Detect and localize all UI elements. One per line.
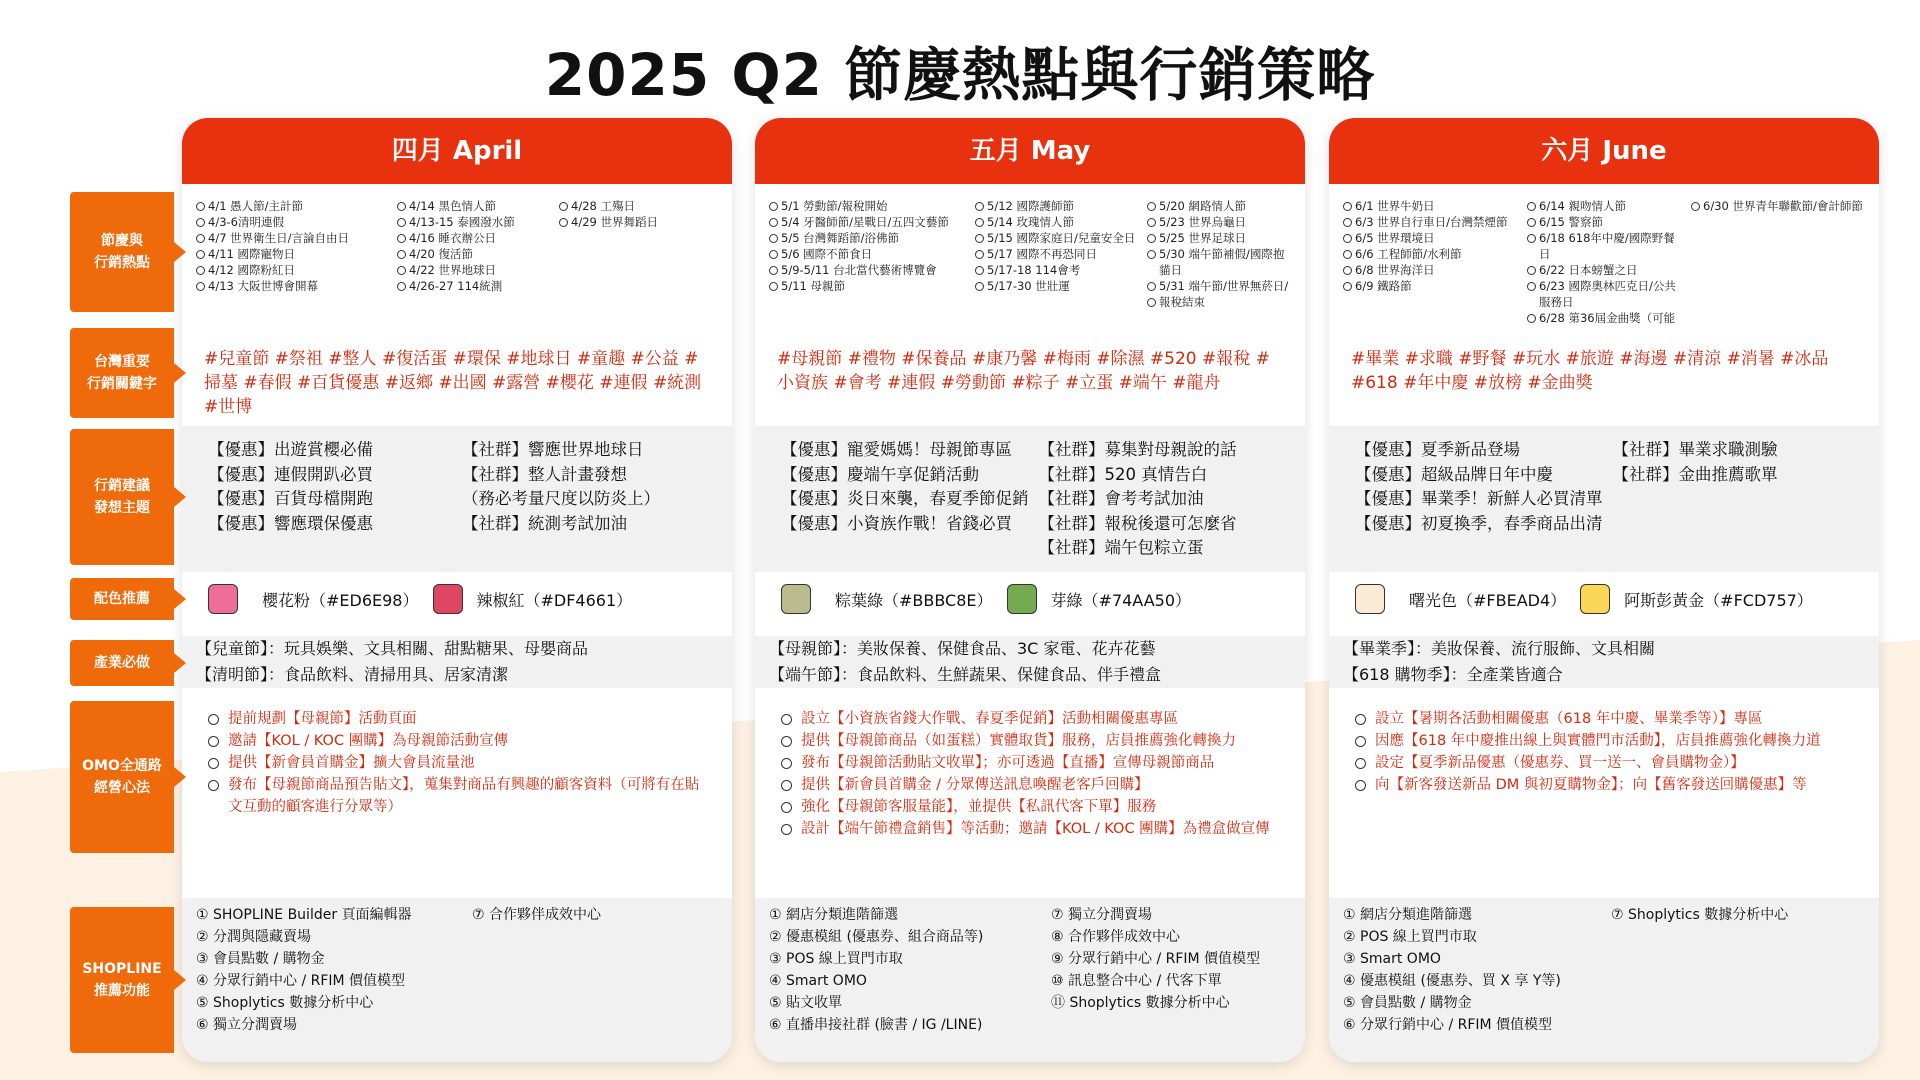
- theme-item: 【社群】響應世界地球日: [462, 440, 644, 459]
- holiday-item: 6/3 世界自行車日/台灣禁煙節: [1343, 214, 1521, 230]
- feature-item: ⑥ 直播串接社群 (臉書 / IG /LINE): [769, 1017, 983, 1033]
- theme-item: 【社群】金曲推薦歌單: [1612, 464, 1778, 484]
- holiday-item: 5/17 國際不再恐同日: [975, 246, 1141, 262]
- label-themes: 行銷建議 發想主題: [70, 429, 174, 565]
- features-list: [1611, 904, 1865, 1036]
- holiday-item: 4/3-6清明連假: [196, 214, 391, 230]
- color-swatch-row: [1343, 581, 1865, 617]
- features-list: [1051, 904, 1291, 1036]
- omo-item: 發布【母親節商品預告貼文】，蒐集對商品有興趣的顧客資料（可將有在貼文互動的顧客進行分眾等）: [206, 774, 708, 818]
- color-label: 芽綠（#74AA50）: [1050, 590, 1191, 610]
- section-features: [769, 904, 1291, 1036]
- feature-item: ⑦ 獨立分潤賣場: [1051, 907, 1153, 923]
- omo-item: 提供【新會員首購金】擴大會員流量池: [206, 752, 708, 774]
- feature-item: ⑤ 貼文收單: [769, 995, 843, 1011]
- feature-item: ① 網店分類進階篩選: [1343, 907, 1473, 923]
- holiday-list: [769, 198, 969, 310]
- holiday-item: 4/28 工殤日: [559, 198, 718, 214]
- holiday-list: [559, 198, 718, 294]
- holiday-item: 6/30 世界青年聯歡節/會計師節: [1691, 198, 1865, 214]
- holiday-item: 6/1 世界牛奶日: [1343, 198, 1521, 214]
- holiday-grid: [1343, 198, 1865, 342]
- holiday-item: 4/13 大阪世博會開幕: [196, 278, 391, 294]
- feature-item: ⑧ 合作夥伴成效中心: [1051, 929, 1181, 945]
- holiday-item: 6/23 國際奧林匹克日/公共服務日: [1527, 278, 1685, 310]
- omo-item: 提供【母親節商品（如蛋糕）實體取貨】服務，店員推薦強化轉換力: [779, 730, 1281, 752]
- theme-item: 【社群】520 真情告白: [1038, 464, 1208, 484]
- section-omo: [1343, 708, 1865, 796]
- theme-item: 【社群】募集對母親說的話: [1038, 440, 1237, 459]
- features-list: [1343, 904, 1605, 1036]
- holiday-item: 6/28 第36屆金曲獎（可能: [1527, 310, 1685, 342]
- features-grid: [196, 904, 718, 1036]
- holiday-item: 6/18 618年中慶/國際野餐日: [1527, 230, 1685, 262]
- holiday-grid: [196, 198, 718, 294]
- keywords-text: #母親節 #禮物 #保養品 #康乃馨 #梅雨 #除濕 #520 #報稅 #小資族 #會考 #連假 #勞動節 #粽子 #立蛋 #端午 #龍舟: [777, 349, 1270, 393]
- section-omo: [196, 708, 718, 818]
- month-column-june: [1329, 118, 1879, 1062]
- theme-item: 【優惠】小資族作戰！省錢必買: [781, 513, 1012, 533]
- color-swatch-row: [769, 581, 1291, 617]
- holiday-item: 4/11 國際寵物日: [196, 246, 391, 262]
- holiday-list: [1147, 198, 1291, 310]
- color-swatch: [781, 584, 811, 614]
- features-grid: [769, 904, 1291, 1036]
- holiday-item: 5/15 國際家庭日/兒童安全日: [975, 230, 1141, 246]
- feature-item: ⑦ Shoplytics 數據分析中心: [1611, 907, 1789, 923]
- omo-item: 因應【618 年中慶推出線上與實體門市活動】，店員推薦強化轉換力道: [1353, 730, 1855, 752]
- holiday-list: [196, 198, 391, 294]
- section-colors: [196, 581, 718, 617]
- themes-list: [1355, 438, 1603, 536]
- feature-item: ① SHOPLINE Builder 頁面編輯器: [196, 907, 412, 923]
- feature-item: ⑤ 會員點數 / 購物金: [1343, 995, 1472, 1011]
- label-omo: OMO全通路 經營心法: [70, 701, 174, 853]
- feature-item: ④ Smart OMO: [769, 973, 867, 989]
- themes-list: [1039, 438, 1280, 561]
- feature-item: ⑦ 合作夥伴成效中心: [472, 907, 602, 923]
- omo-list: [769, 708, 1291, 840]
- theme-item: 【優惠】超級品牌日年中慶: [1355, 464, 1553, 484]
- theme-item: 【優惠】百貨母檔開跑: [208, 489, 373, 508]
- section-industry: [769, 636, 1291, 688]
- feature-item: ④ 分眾行銷中心 / RFIM 價值模型: [196, 973, 406, 989]
- holiday-item: 4/16 睡衣辦公日: [397, 230, 553, 246]
- omo-list: [196, 708, 718, 818]
- color-label: 櫻花粉（#ED6E98）: [262, 590, 419, 610]
- section-industry: [1343, 636, 1865, 688]
- section-features: [1343, 904, 1865, 1036]
- holiday-item: 5/9-5/11 台北當代藝術博覽會: [769, 262, 969, 278]
- section-holidays: [769, 198, 1291, 310]
- holiday-item: 4/7 世界衛生日/言論自由日: [196, 230, 391, 246]
- holiday-item: 5/31 端午節/世界無菸日/: [1147, 278, 1291, 294]
- holiday-item: 5/1 勞動節/報稅開始: [769, 198, 969, 214]
- holiday-item: 5/30 端午節補假/國際抱貓日: [1147, 246, 1291, 278]
- theme-item: 【優惠】出遊賞櫻必備: [208, 440, 373, 459]
- color-label: 粽葉綠（#BBBC8E）: [835, 590, 993, 610]
- holiday-list: [397, 198, 553, 294]
- omo-item: 提前規劃【母親節】活動頁面: [206, 708, 708, 730]
- theme-item: 【社群】整人計畫發想: [462, 464, 627, 484]
- label-keywords: 台灣重要 行銷關鍵字: [70, 328, 174, 418]
- industry-item: 【畢業季】：美妝保養、流行服飾、文具相關: [1343, 639, 1656, 658]
- industry-item: 【兒童節】：玩具娛樂、文具相關、甜點糖果、母嬰商品: [196, 639, 589, 658]
- holiday-item: 6/9 鐵路節: [1343, 278, 1521, 294]
- theme-item: 【社群】會考考試加油: [1038, 489, 1204, 508]
- holiday-item: 6/15 警察節: [1527, 214, 1685, 230]
- section-holidays: [1343, 198, 1865, 342]
- theme-item: 【優惠】慶端午享促銷活動: [781, 464, 979, 484]
- theme-item: 【社群】報稅後還可怎麼省: [1038, 513, 1237, 533]
- omo-item: 提供【新會員首購金 / 分眾傳送訊息喚醒老客戶回購】: [779, 774, 1281, 796]
- industry-item: 【清明節】：食品飲料、清掃用具、居家清潔: [196, 665, 509, 684]
- features-list: [472, 904, 718, 1036]
- holiday-item: 5/25 世界足球日: [1147, 230, 1291, 246]
- holiday-item: 5/11 母親節: [769, 278, 969, 294]
- label-colors: 配色推薦: [70, 578, 174, 620]
- feature-item: ① 網店分類進階篩選: [769, 907, 899, 923]
- color-label: 阿斯彭黃金（#FCD757）: [1624, 590, 1813, 610]
- section-themes: [196, 438, 718, 536]
- feature-item: ⑪ Shoplytics 數據分析中心: [1051, 995, 1230, 1011]
- omo-item: 向【新客發送新品 DM 與初夏購物金】；向【舊客發送回購優惠】等: [1353, 774, 1855, 796]
- label-features: SHOPLINE 推薦功能: [70, 907, 174, 1053]
- holiday-item: 6/6 工程師節/水利節: [1343, 246, 1521, 262]
- industry-item: 【母親節】：美妝保養、保健食品、3C 家電、花卉花藝: [769, 639, 1156, 658]
- holiday-item: 4/1 愚人節/主計節: [196, 198, 391, 214]
- holiday-item: 4/29 世界舞蹈日: [559, 214, 718, 230]
- month-header: 四月 April: [182, 118, 732, 184]
- theme-item: 【社群】端午包粽立蛋: [1038, 538, 1204, 557]
- feature-item: ② 優惠模組 (優惠券、組合商品等): [769, 929, 984, 945]
- label-holidays: 節慶與 行銷熱點: [70, 192, 174, 312]
- holiday-grid: [769, 198, 1291, 310]
- keywords-text: #兒童節 #祭祖 #整人 #復活蛋 #環保 #地球日 #童趣 #公益 #掃墓 #春假 #百貨優惠 #返鄉 #出國 #露營 #櫻花 #連假 #統測 #世博: [204, 349, 702, 417]
- omo-item: 設定【夏季新品優惠（優惠券、買一送一、會員購物金）】: [1353, 752, 1855, 774]
- themes-grid: [1343, 438, 1865, 536]
- themes-grid: [769, 438, 1291, 561]
- themes-grid: [196, 438, 718, 536]
- theme-item: 【社群】統測考試加油: [462, 513, 627, 533]
- features-grid: [1343, 904, 1865, 1036]
- month-header: 五月 May: [755, 118, 1305, 184]
- holiday-item: 5/6 國際不節食日: [769, 246, 969, 262]
- month-header: 六月 June: [1329, 118, 1879, 184]
- omo-item: 強化【母親節客服量能】，並提供【私訊代客下單】服務: [779, 796, 1281, 818]
- theme-item: 【優惠】畢業季！新鮮人必買清單: [1355, 489, 1603, 508]
- color-swatch: [1580, 584, 1610, 614]
- keywords-text: #畢業 #求職 #野餐 #玩水 #旅遊 #海邊 #清涼 #消暑 #冰品 #618 #年中慶 #放榜 #金曲獎: [1351, 349, 1829, 393]
- feature-item: ⑩ 訊息整合中心 / 代客下單: [1051, 973, 1222, 989]
- holiday-item: 4/20 復活節: [397, 246, 553, 262]
- feature-item: ③ 會員點數 / 購物金: [196, 951, 325, 967]
- holiday-item: 4/14 黑色情人節: [397, 198, 553, 214]
- section-holidays: [196, 198, 718, 294]
- omo-item: 邀請【KOL / KOC 團購】為母親節活動宣傳: [206, 730, 708, 752]
- themes-list: [1613, 438, 1854, 536]
- holiday-item: 5/5 台灣舞蹈節/浴佛節: [769, 230, 969, 246]
- theme-item: 【優惠】連假開趴必買: [208, 464, 373, 484]
- page-title: 2025 Q2 節慶熱點與行銷策略: [544, 41, 1376, 109]
- holiday-item: 報稅結束: [1147, 294, 1291, 310]
- features-list: [769, 904, 1045, 1036]
- section-colors: [1343, 581, 1865, 617]
- holiday-item: 6/22 日本螃蟹之日: [1527, 262, 1685, 278]
- omo-item: 設立【小資族省錢大作戰、春夏季促銷】活動相關優惠專區: [779, 708, 1281, 730]
- theme-item: （務必考量尺度以防炎上）: [462, 489, 660, 508]
- section-keywords: [769, 347, 1291, 395]
- section-themes: [1343, 438, 1865, 536]
- feature-item: ⑥ 獨立分潤賣場: [196, 1017, 298, 1033]
- features-list: [196, 904, 466, 1036]
- themes-list: [462, 438, 706, 536]
- holiday-item: 5/17-18 114會考: [975, 262, 1141, 278]
- theme-item: 【優惠】寵愛媽媽！母親節專區: [781, 440, 1012, 459]
- holiday-item: 5/17-30 世壯運: [975, 278, 1141, 294]
- feature-item: ⑨ 分眾行銷中心 / RFIM 價值模型: [1051, 951, 1261, 967]
- theme-item: 【優惠】初夏換季，春季商品出清: [1355, 513, 1603, 533]
- holiday-item: 4/26-27 114統測: [397, 278, 553, 294]
- color-swatch: [1007, 584, 1037, 614]
- holiday-item: 5/23 世界烏龜日: [1147, 214, 1291, 230]
- holiday-item: 5/12 國際護師節: [975, 198, 1141, 214]
- holiday-list: [1691, 198, 1865, 342]
- feature-item: ⑥ 分眾行銷中心 / RFIM 價值模型: [1343, 1017, 1553, 1033]
- omo-list: [1343, 708, 1865, 796]
- theme-item: 【優惠】夏季新品登場: [1355, 440, 1520, 459]
- theme-item: 【社群】畢業求職測驗: [1612, 440, 1778, 459]
- industry-item: 【端午節】：食品飲料、生鮮蔬果、保健食品、伴手禮盒: [769, 665, 1162, 684]
- theme-item: 【優惠】炎日來襲，春夏季節促銷: [781, 489, 1029, 508]
- holiday-item: 6/14 親吻情人節: [1527, 198, 1685, 214]
- color-label: 辣椒紅（#DF4661）: [476, 590, 633, 610]
- holiday-list: [1527, 198, 1685, 342]
- holiday-item: 4/12 國際粉紅日: [196, 262, 391, 278]
- holiday-item: 4/22 世界地球日: [397, 262, 553, 278]
- color-swatch: [208, 584, 238, 614]
- feature-item: ② 分潤與隱藏賣場: [196, 929, 312, 945]
- omo-item: 發布【母親節活動貼文收單】；亦可透過【直播】宣傳母親節商品: [779, 752, 1281, 774]
- section-industry: [196, 636, 718, 688]
- feature-item: ⑤ Shoplytics 數據分析中心: [196, 995, 374, 1011]
- section-keywords: [196, 347, 718, 419]
- color-label: 曙光色（#FBEAD4）: [1409, 590, 1567, 610]
- holiday-item: 4/13-15 泰國潑水節: [397, 214, 553, 230]
- color-swatch: [433, 584, 463, 614]
- feature-item: ② POS 線上買門市取: [1343, 929, 1477, 945]
- section-keywords: [1343, 347, 1865, 395]
- month-column-may: [755, 118, 1305, 1062]
- holiday-item: 5/20 網路情人節: [1147, 198, 1291, 214]
- label-industry: 產業必做: [70, 640, 174, 686]
- theme-item: 【優惠】響應環保優惠: [208, 513, 373, 533]
- omo-item: 設計【端午節禮盒銷售】等活動；邀請【KOL / KOC 團購】為禮盒做宣傳: [779, 818, 1281, 840]
- feature-item: ④ 優惠模組 (優惠券、買 X 享 Y等): [1343, 973, 1561, 989]
- holiday-item: 6/8 世界海洋日: [1343, 262, 1521, 278]
- color-swatch-row: [196, 581, 718, 617]
- holiday-list: [975, 198, 1141, 310]
- holiday-list: [1343, 198, 1521, 342]
- holiday-item: 5/4 牙醫師節/星戰日/五四文藝節: [769, 214, 969, 230]
- omo-item: 設立【暑期各活動相關優惠（618 年中慶、畢業季等）】專區: [1353, 708, 1855, 730]
- feature-item: ③ Smart OMO: [1343, 951, 1441, 967]
- holiday-item: 5/14 玫瑰情人節: [975, 214, 1141, 230]
- section-features: [196, 904, 718, 1036]
- holiday-item: 6/5 世界環境日: [1343, 230, 1521, 246]
- section-omo: [769, 708, 1291, 840]
- month-column-april: [182, 118, 732, 1062]
- themes-list: [208, 438, 452, 536]
- themes-list: [781, 438, 1029, 561]
- color-swatch: [1355, 584, 1385, 614]
- section-themes: [769, 438, 1291, 561]
- feature-item: ③ POS 線上買門市取: [769, 951, 903, 967]
- section-colors: [769, 581, 1291, 617]
- industry-item: 【618 購物季】：全產業皆適合: [1343, 665, 1563, 684]
